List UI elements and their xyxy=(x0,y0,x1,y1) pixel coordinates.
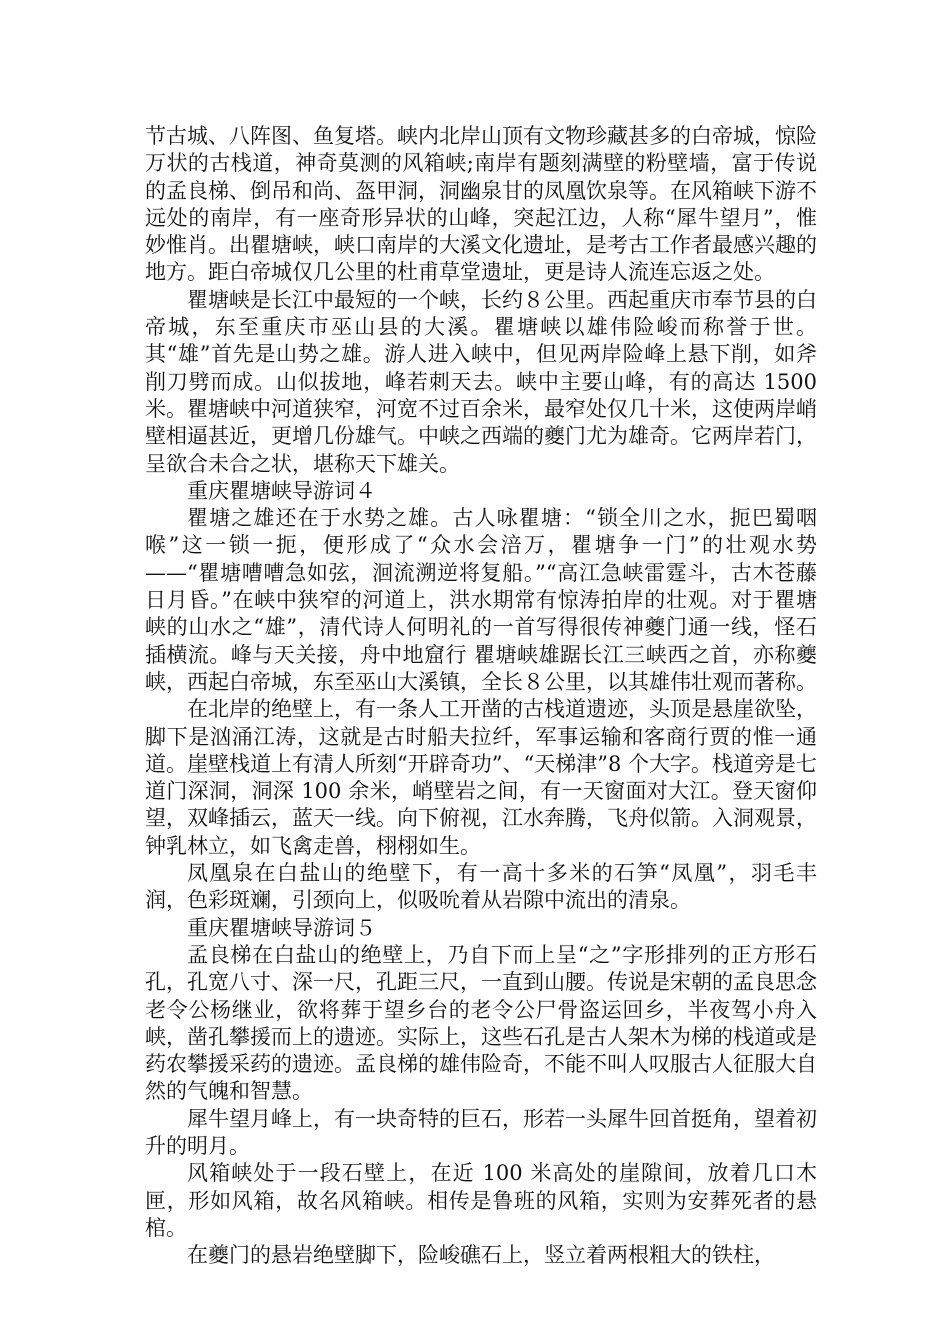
paragraph-6: 孟良梯在白盐山的绝壁上，乃自下而上呈“之”字形排列的正方形石孔，孔宽八寸、深一尺，孔距三尺，一直到山腰。传说是宋朝的孟良思念老令公杨继业，欲将葬于望乡台的老令公尸骨盗运回乡，半夜驾小舟入峡，凿孔攀援而上的遗迹。实际上，这些石孔是古人架木为梯的栈道或是药农攀援采药的遗迹。孟良梯的雄伟险奇，不能不叫人叹服古人征服大自然的气魄和智慧。 xyxy=(145,942,817,1104)
paragraph-2: 瞿塘峡是长江中最短的一个峡，长约８公里。西起重庆市奉节县的白帝城，东至重庆市巫山县的大溪。瞿塘峡以雄伟险峻而称誉于世。其“雄”首先是山势之雄。游人进入峡中，但见两岸险峰上悬下削，如斧削刀劈而成。山似拔地，峰若刺天去。峡中主要山峰，有的高达 1500 米。瞿塘峡中河道狭窄，河宽不过百余米，最窄处仅几十米，这使两岸峭壁相逼甚近，更增几份雄气。中峡之西端的夔门尤为雄奇。它两岸若门，呈欲合未合之状，堪称天下雄关。 xyxy=(145,287,817,476)
paragraph-7: 犀牛望月峰上，有一块奇特的巨石，形若一头犀牛回首挺角，望着初升的明月。 xyxy=(145,1106,817,1158)
section-heading-4: 重庆瞿塘峡导游词４ xyxy=(187,478,376,503)
section-heading-5: 重庆瞿塘峡导游词５ xyxy=(187,915,376,940)
paragraph-8: 风箱峡处于一段石壁上，在近 100 米高处的崖隙间，放着几口木匣，形如风箱，故名风箱峡。相传是鲁班的风箱，实则为安葬死者的悬棺。 xyxy=(145,1161,817,1240)
paragraph-9: 在夔门的悬岩绝壁脚下，险峻礁石上，竖立着两根粗大的铁柱， xyxy=(187,1243,775,1268)
paragraph-4: 在北岸的绝壁上，有一条人工开凿的古栈道遗迹，头顶是悬崖欲坠，脚下是汹涌江涛，这就是古时船夫拉纤，军事运输和客商行贾的惟一通道。崖壁栈道上有清人所刻“开辟奇功”、“天梯津”8 个大字。栈道旁是七道门深洞，洞深 100 余米，峭壁岩之间，有一天窗面对大江。登天窗仰望，双峰插云，蓝天一线。向下俯视，江水奔腾，飞舟似箭。入洞观景，钟乳林立，如飞禽走兽，栩栩如生。 xyxy=(145,697,817,858)
paragraph-1: 节古城、八阵图、鱼复塔。峡内北岸山顶有文物珍藏甚多的白帝城，惊险万状的古栈道，神奇莫测的风箱峡;南岸有题刻满壁的粉壁墙，富于传说的孟良梯、倒吊和尚、盔甲洞，洞幽泉甘的凤凰饮泉等。在风箱峡下游不远处的南岸，有一座奇形异状的山峰，突起江边，人称“犀牛望月”，惟妙惟肖。出瞿塘峡，峡口南岸的大溪文化遗址，是考古工作者最感兴趣的地方。距白帝城仅几公里的杜甫草堂遗址，更是诗人流连忘返之处。 xyxy=(145,124,817,285)
paragraph-5: 凤凰泉在白盐山的绝壁下，有一高十多米的石笋“凤凰”，羽毛丰润，色彩斑斓，引颈向上，似吸吮着从岩隙中流出的清泉。 xyxy=(145,861,817,913)
paragraph-3: 瞿塘之雄还在于水势之雄。古人咏瞿塘：“锁全川之水，扼巴蜀咽喉”这一锁一扼，便形成了“众水会涪万，瞿塘争一门”的壮观水势——“瞿塘嘈嘈急如弦，洄流溯逆将复船。”“高江急峡雷霆斗，古木苍藤日月昏。”在峡中狭窄的河道上，洪水期常有惊涛拍岸的壮观。对于瞿塘峡的山水之“雄”，清代诗人何明礼的一首写得很传神夔门通一线，怪石插横流。峰与天关接，舟中地窟行 瞿塘峡雄踞长江三峡西之首，亦称夔峡，西起白帝城，东至巫山大溪镇，全长８公里，以其雄伟壮观而著称。 xyxy=(145,506,817,694)
document-body xyxy=(145,123,817,1269)
